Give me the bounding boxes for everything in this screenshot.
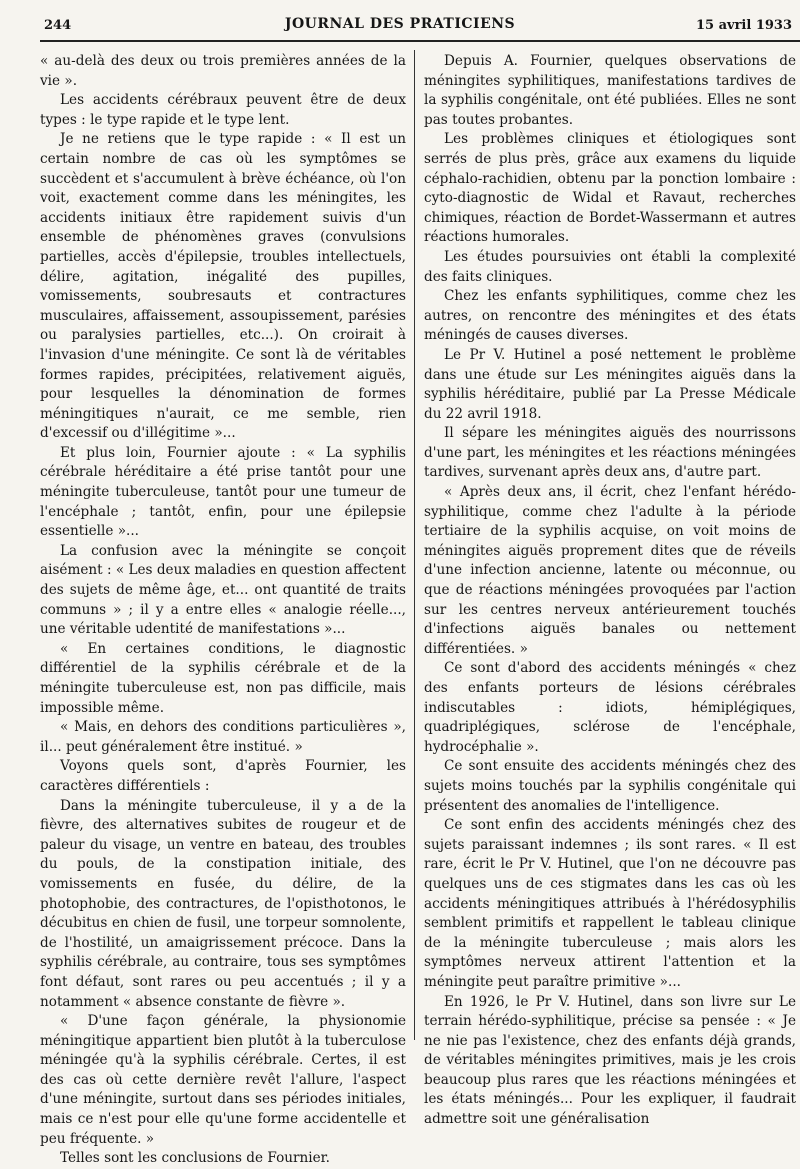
page-number: 244 [44,18,72,33]
paragraph: Ce sont ensuite des accidents méningés chez des sujets moins touchés par la syphilis congénitale qui présentent des anomalies de l'intelligence. [424,758,796,814]
paragraph: Ce sont d'abord des accidents méningés « chez des enfants porteurs de lésions cérébrales indiscutables : idiots, hémiplégiques, quadriplégiques, sclérose de l'encéphale, hydrocéphalie ». [424,660,796,755]
paragraph: En 1926, le Pr V. Hutinel, dans son livre sur Le terrain hérédo-syphilitique, précise sa pensée : « Je ne nie pas l'existence, chez des enfants déjà grands, de véritables méningites primitives, mais je les crois beaucoup plus rares que les réactions méningées et les états méningés... Pour les expliquer, il faudrait admettre soit une généralisation [424,993,796,1128]
paragraph: « En certaines conditions, le diagnostic différentiel de la syphilis cérébrale et de la méningite tuberculeuse est, non pas difficile, mais impossible même. [40,640,406,716]
column-divider [414,50,415,1040]
paragraph: Telles sont les conclusions de Fournier. [60,1150,330,1167]
paragraph: Voyons quels sont, d'après Fournier, les caractères différentiels : [40,758,406,794]
paragraph: « Après deux ans, il écrit, chez l'enfant hérédo-syphilitique, comme chez l'adulte à la période tertiaire de la syphilis acquise, on voit moins de méningites aiguës proprement dites que de réveils d'une infection ancienne, latente ou méconnue, ou que de réactions méningées provoquées par l'action sur les centres nerveux antérieurement touchés d'infections aiguës banales ou nettement différentiées. » [424,484,796,657]
journal-title: JOURNAL DES PRATICIENS [284,16,516,32]
paragraph: Et plus loin, Fournier ajoute : « La syphilis cérébrale héréditaire a été prise tantôt pour une méningite tuberculeuse, tantôt pour une tumeur de l'encéphale ; tantôt, enfin, pour une épilepsie essentielle »... [40,444,406,540]
paragraph: Je ne retiens que le type rapide : « Il est un certain nombre de cas où les symptômes se succèdent et s'accumulent à brève échéance, où l'on voit, exactement comme dans les méningites, les accidents initiaux être rapidement suivis d'un ensemble de phénomènes graves (convulsions partielles, accès d'épilepsie, troubles intellectuels, délire, agitation, inégalité des pupilles, vomissements, soubresauts et contractures musculaires, affaissement, assoupissement, parésies ou paralysies partielles, etc...). On croirait à l'invasion d'une méningite. Ce sont là de véritables formes rapides, précipitées, relativement aiguës, pour lesquelles la dénomination de formes méningitiques n'aurait, ce me semble, rien d'excessif ou d'illégitime »... [40,131,406,442]
paragraph: « D'une façon générale, la physionomie méningitique appartient bien plutôt à la tuberculose méningée qu'à la syphilis cérébrale. Certes, il est des cas où cette dernière revêt l'allure, l'aspect d'une méningite, surtout dans ses périodes initiales, mais ce n'est pour elle qu'une forme accidentelle et peu fréquente. » [40,1013,406,1147]
paragraph: Les problèmes cliniques et étiologiques sont serrés de plus près, grâce aux examens du liquide céphalo-rachidien, obtenu par la ponction lombaire : cyto-diagnostic de Widal et Ravaut, recherches chimiques, réaction de Bordet-Wassermann et autres réactions humorales. [424,131,796,246]
paragraph: Chez les enfants syphilitiques, comme chez les autres, on rencontre des méningites et des états méningés de causes diverses. [424,288,796,344]
paragraph: La confusion avec la méningite se conçoit aisément : « Les deux maladies en question affectent des sujets de même âge, et... ont quantité de traits communs » ; il y a entre elles « analogie réelle..., une véritable udentité de manifestations »... [40,542,406,638]
issue-date: 15 avril 1933 [695,18,792,33]
paragraph: Le Pr V. Hutinel a posé nettement le problème dans une étude sur Les méningites aiguës dans la syphilis héréditaire, publié par La Presse Médicale du 22 avril 1918. [424,346,796,422]
paragraph: Les accidents cérébraux peuvent être de deux types : le type rapide et le type lent. [40,92,406,128]
paragraph: Ce sont enfin des accidents méningés chez des sujets paraissant indemnes ; ils sont rares. « Il est rare, écrit le Pr V. Hutinel, que l'on ne découvre pas quelques uns de ces stigmates dans les cas où les accidents méningitiques attribués à l'hérédosyphilis semblent primitifs et rappellent le tableau clinique de la méningite tuberculeuse ; mais alors les symptômes nerveux attirent l'attention et la méningite peut paraître primitive »... [424,817,796,990]
right-column [424,52,796,1130]
paragraph: Depuis A. Fournier, quelques observations de méningites syphilitiques, manifestations tardives de la syphilis congénitale, ont été publiées. Elles ne sont pas toutes probantes. [424,53,796,128]
paragraph: Les études poursuivies ont établi la complexité des faits cliniques. [424,248,796,285]
paragraph: Dans la méningite tuberculeuse, il y a de la fièvre, des alternatives subites de rougeur et de paleur du visage, un ventre en bateau, des troubles du pouls, de la constipation initiale, des vomissements en fusée, du délire, de la photophobie, des contractures, de l'opisthotonos, le décubitus en chien de fusil, une torpeur somnolente, de l'hostilité, un amaigrissement précoce. Dans la syphilis cérébrale, au contraire, tous ses symptômes font défaut, sont rares ou peu accentués ; il y a notamment « absence constante de fièvre ». [40,797,406,1010]
header-rule [40,40,800,42]
paragraph: Il sépare les méningites aiguës des nourrissons d'une part, les méningites et les réactions méningées tardives, survenant après deux ans, d'autre part. [424,425,796,481]
left-column [40,52,406,1169]
page-header [0,0,800,48]
paragraph: « Mais, en dehors des conditions particulières », il... peut généralement être institué. » [40,719,406,755]
paragraph: « au-delà des deux ou trois premières années de la vie ». [40,53,406,89]
